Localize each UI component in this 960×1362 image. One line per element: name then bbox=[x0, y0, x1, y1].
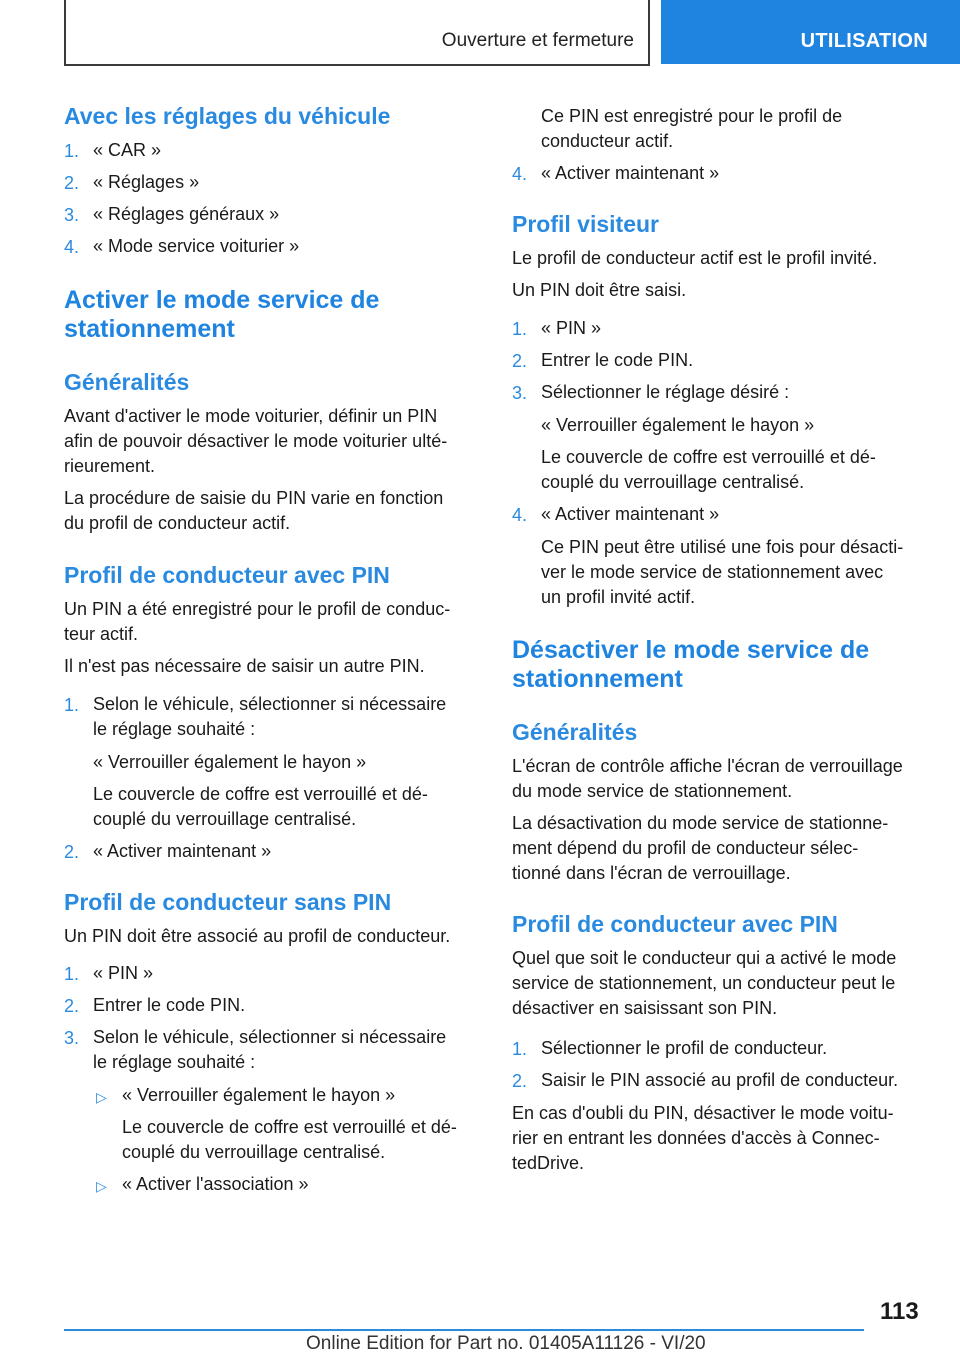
chapter-title: Ouverture et fermeture bbox=[441, 30, 634, 51]
sub-step-text: « Verrouiller également le hayon » bbox=[122, 1085, 396, 1105]
step-text: « PIN » bbox=[93, 963, 154, 983]
step-number: 4. bbox=[512, 505, 528, 525]
step-text: Selon le véhicule, sélectionner si nécessaire bbox=[93, 694, 447, 714]
paragraph-line: désactiver en saisissant son PIN. bbox=[512, 998, 778, 1018]
step-text: « Mode service voiturier » bbox=[93, 236, 300, 256]
paragraph-line: Le profil de conducteur actif est le profil invité. bbox=[512, 248, 878, 268]
sub-step-text: couplé du verrouillage centralisé. bbox=[122, 1142, 386, 1162]
step-text: Entrer le code PIN. bbox=[541, 350, 694, 370]
step-number: 3. bbox=[512, 383, 528, 403]
step-number: 4. bbox=[64, 237, 80, 257]
paragraph-line: du mode service de stationnement. bbox=[512, 781, 793, 801]
paragraph-line: Il n'est pas nécessaire de saisir un autre PIN. bbox=[64, 656, 425, 676]
step-number: 2. bbox=[512, 1071, 528, 1091]
heading-generalites: Généralités bbox=[512, 719, 638, 745]
paragraph-line: Quel que soit le conducteur qui a activé le mode bbox=[512, 948, 897, 968]
paragraph-line: En cas d'oubli du PIN, désactiver le mode voitu- bbox=[512, 1103, 894, 1123]
section-tab bbox=[661, 0, 960, 64]
heading-visiteur: Profil visiteur bbox=[512, 211, 659, 237]
section-title: UTILISATION bbox=[800, 30, 928, 52]
step-text: ver le mode service de stationnement avec bbox=[541, 562, 884, 582]
step-text: Sélectionner le réglage désiré : bbox=[541, 382, 790, 402]
page-number: 113 bbox=[880, 1298, 919, 1325]
heading-desactiver-line2: stationnement bbox=[512, 665, 683, 693]
heading-sans-pin: Profil de conducteur sans PIN bbox=[64, 889, 392, 915]
heading-activer-line1: Activer le mode service de bbox=[64, 286, 380, 314]
step-number: 1. bbox=[64, 141, 80, 161]
step-text: couplé du verrouillage centralisé. bbox=[93, 809, 357, 829]
step-number: 1. bbox=[64, 964, 80, 984]
paragraph-line: La désactivation du mode service de stationne- bbox=[512, 813, 889, 833]
step-text: Le couvercle de coffre est verrouillé et dé- bbox=[93, 784, 428, 804]
paragraph-line: teur actif. bbox=[64, 624, 139, 644]
heading-activer-line2: stationnement bbox=[64, 315, 235, 343]
paragraph-line: La procédure de saisie du PIN varie en fonction bbox=[64, 488, 444, 508]
paragraph-line: service de stationnement, un conducteur peut le bbox=[512, 973, 896, 993]
step-text: conducteur actif. bbox=[541, 131, 674, 151]
step-number: 3. bbox=[64, 205, 80, 225]
step-text: Selon le véhicule, sélectionner si nécessaire bbox=[93, 1027, 447, 1047]
triangle-bullet-icon: ▷ bbox=[96, 1089, 107, 1105]
paragraph-line: tedDrive. bbox=[512, 1153, 585, 1173]
paragraph-line: Un PIN doit être saisi. bbox=[512, 280, 687, 300]
heading-avec-pin: Profil de conducteur avec PIN bbox=[512, 911, 838, 937]
step-number: 2. bbox=[64, 173, 80, 193]
step-text: « CAR » bbox=[93, 140, 162, 160]
footer-divider bbox=[64, 1329, 864, 1331]
heading-desactiver-line1: Désactiver le mode service de bbox=[512, 636, 870, 664]
step-number: 1. bbox=[512, 319, 528, 339]
step-text: « Réglages généraux » bbox=[93, 204, 280, 224]
step-number: 2. bbox=[64, 996, 80, 1016]
step-text: « PIN » bbox=[541, 318, 602, 338]
paragraph-line: afin de pouvoir désactiver le mode voiturier ulté- bbox=[64, 431, 448, 451]
step-number: 1. bbox=[512, 1039, 528, 1059]
triangle-bullet-icon: ▷ bbox=[96, 1178, 107, 1194]
running-header bbox=[64, 0, 650, 66]
heading-avec-pin: Profil de conducteur avec PIN bbox=[64, 562, 390, 588]
step-text: Ce PIN peut être utilisé une fois pour désacti- bbox=[541, 537, 904, 557]
step-number: 1. bbox=[64, 695, 80, 715]
step-number: 4. bbox=[512, 164, 528, 184]
paragraph-line: Un PIN a été enregistré pour le profil de conduc- bbox=[64, 599, 451, 619]
step-text: Le couvercle de coffre est verrouillé et dé- bbox=[541, 447, 876, 467]
step-number: 2. bbox=[64, 842, 80, 862]
step-text: « Activer maintenant » bbox=[541, 163, 720, 183]
step-text: le réglage souhaité : bbox=[93, 719, 256, 739]
step-text: un profil invité actif. bbox=[541, 587, 696, 607]
paragraph-line: rier en entrant les données d'accès à Connec- bbox=[512, 1128, 880, 1148]
footer-edition: Online Edition for Part no. 01405A11126 - VI/20 bbox=[306, 1333, 706, 1354]
step-text: « Verrouiller également le hayon » bbox=[93, 752, 367, 772]
step-text: le réglage souhaité : bbox=[93, 1052, 256, 1072]
step-number: 2. bbox=[512, 351, 528, 371]
sub-step-text: « Activer l'association » bbox=[122, 1174, 309, 1194]
paragraph-line: tionné dans l'écran de verrouillage. bbox=[512, 863, 791, 883]
step-text: « Activer maintenant » bbox=[93, 841, 272, 861]
step-number: 3. bbox=[64, 1028, 80, 1048]
heading-avec-reglages: Avec les réglages du véhicule bbox=[64, 103, 391, 129]
step-text: couplé du verrouillage centralisé. bbox=[541, 472, 805, 492]
step-text: Saisir le PIN associé au profil de conducteur. bbox=[541, 1070, 899, 1090]
paragraph-line: Avant d'activer le mode voiturier, définir un PIN bbox=[64, 406, 438, 426]
paragraph-line: rieurement. bbox=[64, 456, 156, 476]
step-text: « Activer maintenant » bbox=[541, 504, 720, 524]
step-text: « Verrouiller également le hayon » bbox=[541, 415, 815, 435]
paragraph-line: du profil de conducteur actif. bbox=[64, 513, 291, 533]
heading-generalites: Généralités bbox=[64, 369, 190, 395]
paragraph-line: ment dépend du profil de conducteur sélec- bbox=[512, 838, 859, 858]
step-text: « Réglages » bbox=[93, 172, 200, 192]
step-text: Sélectionner le profil de conducteur. bbox=[541, 1038, 828, 1058]
step-text: Ce PIN est enregistré pour le profil de bbox=[541, 106, 843, 126]
step-text: Entrer le code PIN. bbox=[93, 995, 246, 1015]
sub-step-text: Le couvercle de coffre est verrouillé et dé- bbox=[122, 1117, 457, 1137]
paragraph-line: L'écran de contrôle affiche l'écran de verrouillage bbox=[512, 756, 903, 776]
paragraph-line: Un PIN doit être associé au profil de conducteur. bbox=[64, 926, 451, 946]
